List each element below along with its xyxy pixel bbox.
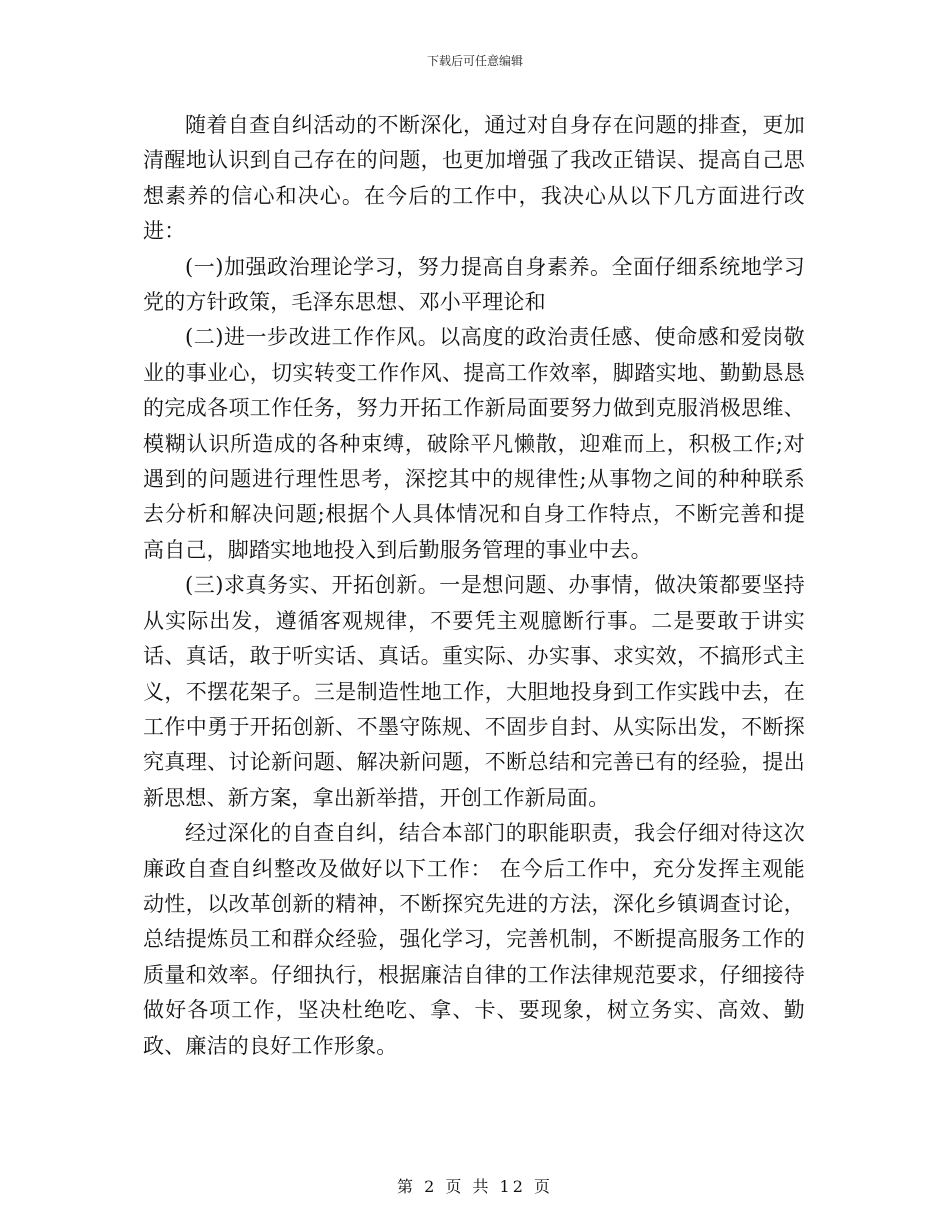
paragraph-section-1: (一)加强政治理论学习，努力提高自身素养。全面仔细系统地学习党的方针政策，毛泽东思想、邓小平理论和	[143, 254, 805, 315]
document-body	[143, 108, 805, 1064]
paragraph-conclusion: 经过深化的自查自纠，结合本部门的职能职责，我会仔细对待这次廉政自查自纠整改及做好以下工作： 在今后工作中，充分发挥主观能动性，以改革创新的精神，不断探究先进的方法，深化乡镇调查讨论，总结提炼员工和群众经验，强化学习，完善机制，不断提高服务工作的质量和效率。仔细执行，根据廉洁自律的工作法律规范要求，仔细接待做好各项工作，坚决杜绝吃、拿、卡、要现象，树立务实、高效、勤政、廉洁的良好工作形象。	[143, 821, 805, 1058]
page-footer: 第 2 页 共 12 页	[397, 1177, 553, 1196]
paragraph-intro: 随着自查自纠活动的不断深化，通过对自身存在问题的排查，更加清醒地认识到自己存在的问题，也更加增强了我改正错误、提高自己思想素养的信心和决心。在今后的工作中，我决心从以下几方面进行改进：	[143, 113, 805, 244]
paragraph-section-3: (三)求真务实、开拓创新。一是想问题、办事情，做决策都要坚持从实际出发，遵循客观规律，不要凭主观臆断行事。二是要敢于讲实话、真话，敢于听实话、真话。重实际、办实事、求实效，不搞形式主义，不摆花架子。三是制造性地工作，大胆地投身到工作实践中去，在工作中勇于开拓创新、不墨守陈规、不固步自封、从实际出发，不断探究真理、讨论新问题、解决新问题，不断总结和完善已有的经验，提出新思想、新方案，拿出新举措，开创工作新局面。	[143, 573, 805, 810]
paragraph-section-2: (二)进一步改进工作作风。以高度的政治责任感、使命感和爱岗敬业的事业心，切实转变工作作风、提高工作效率，脚踏实地、勤勤恳恳的完成各项工作任务，努力开拓工作新局面要努力做到克服消极思维、模糊认识所造成的各种束缚，破除平凡懒散，迎难而上，积极工作;对遇到的问题进行理性思考，深挖其中的规律性;从事物之间的种种联系去分析和解决问题;根据个人具体情况和自身工作特点，不断完善和提高自己，脚踏实地地投入到后勤服务管理的事业中去。	[143, 325, 805, 562]
page-header: 下载后可任意编辑	[426, 54, 523, 68]
